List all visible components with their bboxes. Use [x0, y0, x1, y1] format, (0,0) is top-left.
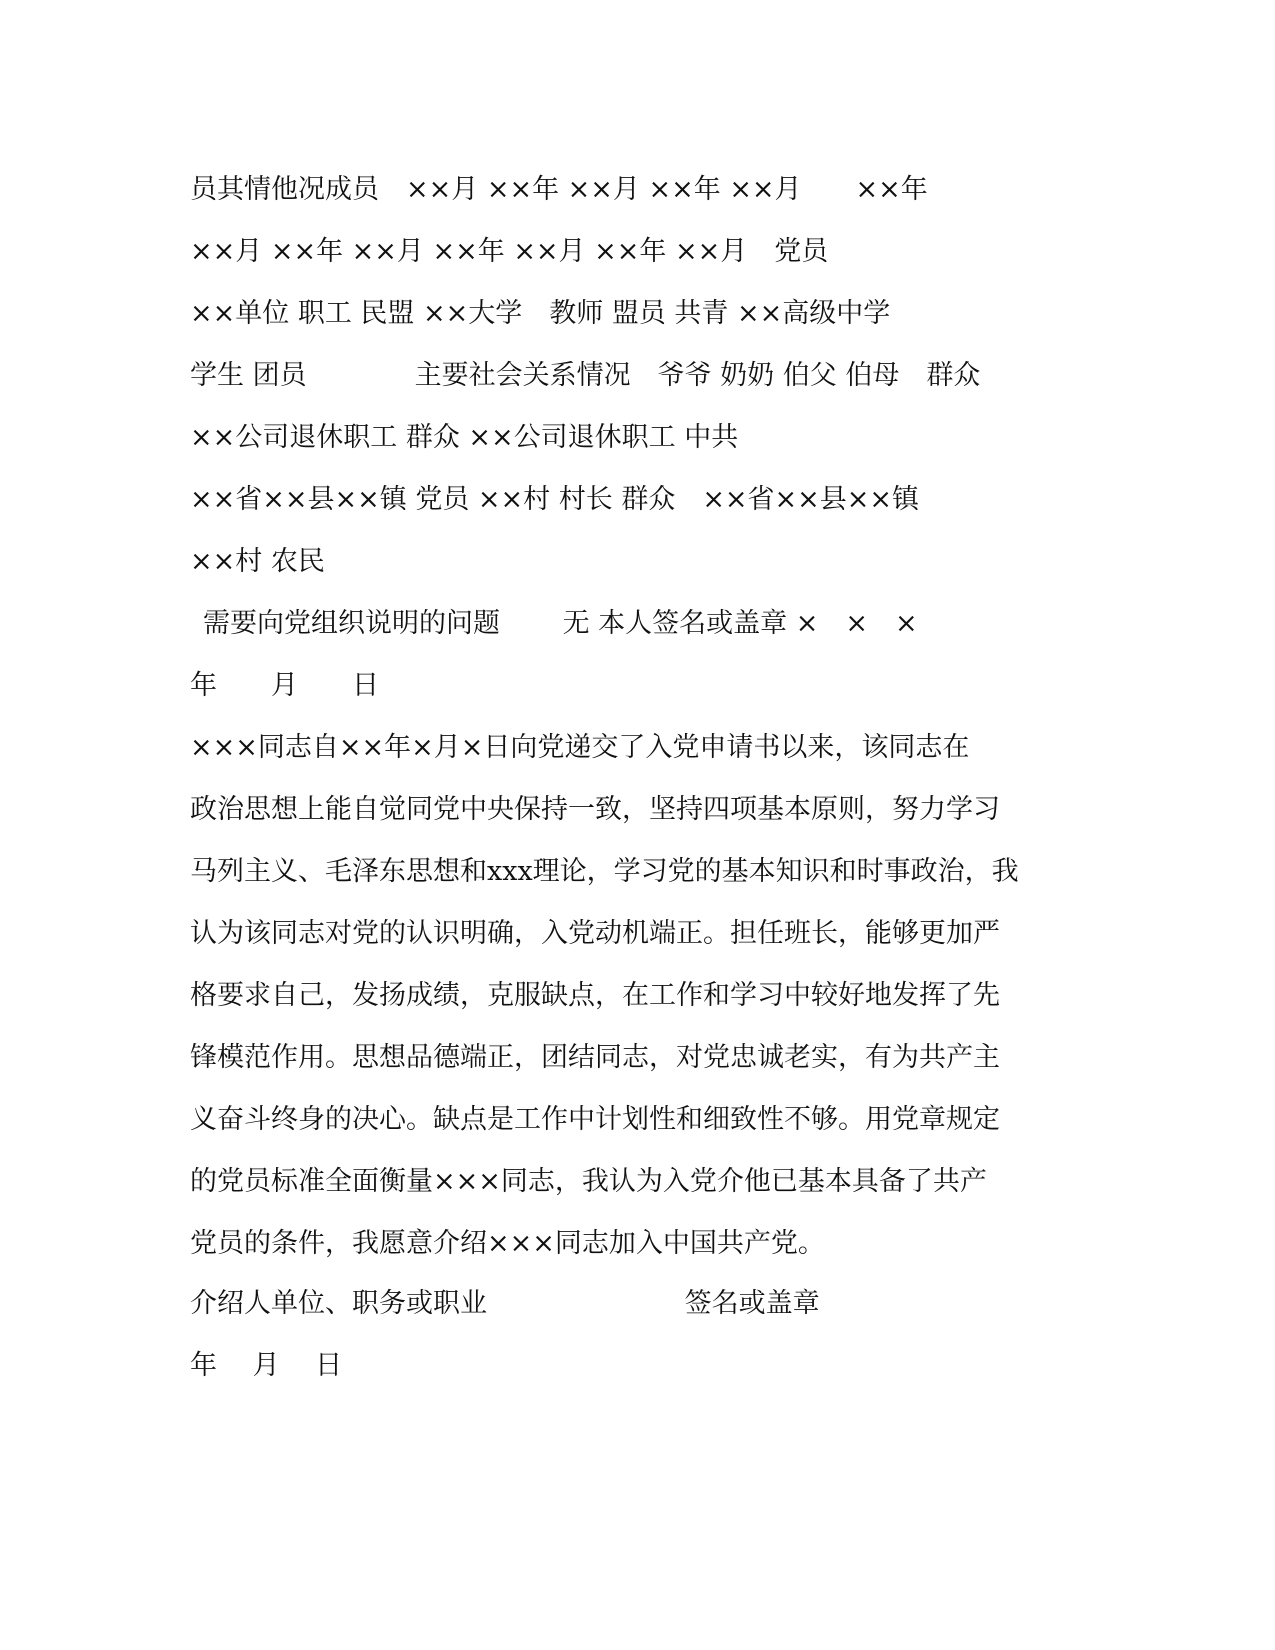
text-line-recommendation-4: 认为该同志对党的认识明确，入党动机端正。担任班长，能够更加严: [190, 918, 1000, 949]
text-line-recommendation-3: 马列主义、毛泽东思想和xxx理论，学习党的基本知识和时事政治，我: [190, 856, 1019, 887]
text-line-relations-detail-1: ××公司退休职工 群众 ××公司退休职工 中共: [190, 422, 739, 453]
text-line-recommendation-1: ×××同志自××年×月×日向党递交了入党申请书以来，该同志在: [190, 732, 970, 763]
text-line-recommendation-7: 义奋斗终身的决心。缺点是工作中计划性和细致性不够。用党章规定: [190, 1104, 1000, 1135]
text-line-relations-detail-2: ××省××县××镇 党员 ××村 村长 群众 ××省××县××镇: [190, 484, 920, 515]
text-line-family-units: ××单位 职工 民盟 ××大学 教师 盟员 共青 ××高级中学: [190, 298, 891, 329]
text-line-social-relations: 学生 团员 主要社会关系情况 爷爷 奶奶 伯父 伯母 群众: [190, 360, 981, 391]
text-line-family-members: 员其情他况成员 ××月 ××年 ××月 ××年 ××月 ××年: [190, 174, 928, 205]
text-line-applicant-date: 年 月 日: [190, 670, 379, 701]
text-line-family-dates: ××月 ××年 ××月 ××年 ××月 ××年 ××月 党员: [190, 236, 829, 267]
text-line-introducer-date: 年 月 日: [190, 1350, 343, 1381]
text-line-introducer-signature: 介绍人单位、职务或职业 签名或盖章: [190, 1288, 820, 1319]
text-line-recommendation-9: 党员的条件，我愿意介绍×××同志加入中国共产党。: [190, 1228, 825, 1259]
text-line-recommendation-8: 的党员标准全面衡量×××同志，我认为入党介他已基本具备了共产: [190, 1166, 987, 1197]
text-line-recommendation-5: 格要求自己，发扬成绩，克服缺点，在工作和学习中较好地发挥了先: [190, 980, 1000, 1011]
text-line-issues-to-explain: 需要向党组织说明的问题 无 本人签名或盖章 × × ×: [203, 608, 918, 639]
text-line-recommendation-6: 锋模范作用。思想品德端正，团结同志，对党忠诚老实，有为共产主: [190, 1042, 1000, 1073]
text-line-relations-detail-3: ××村 农民: [190, 546, 325, 577]
text-line-recommendation-2: 政治思想上能自觉同党中央保持一致，坚持四项基本原则，努力学习: [190, 794, 1000, 825]
